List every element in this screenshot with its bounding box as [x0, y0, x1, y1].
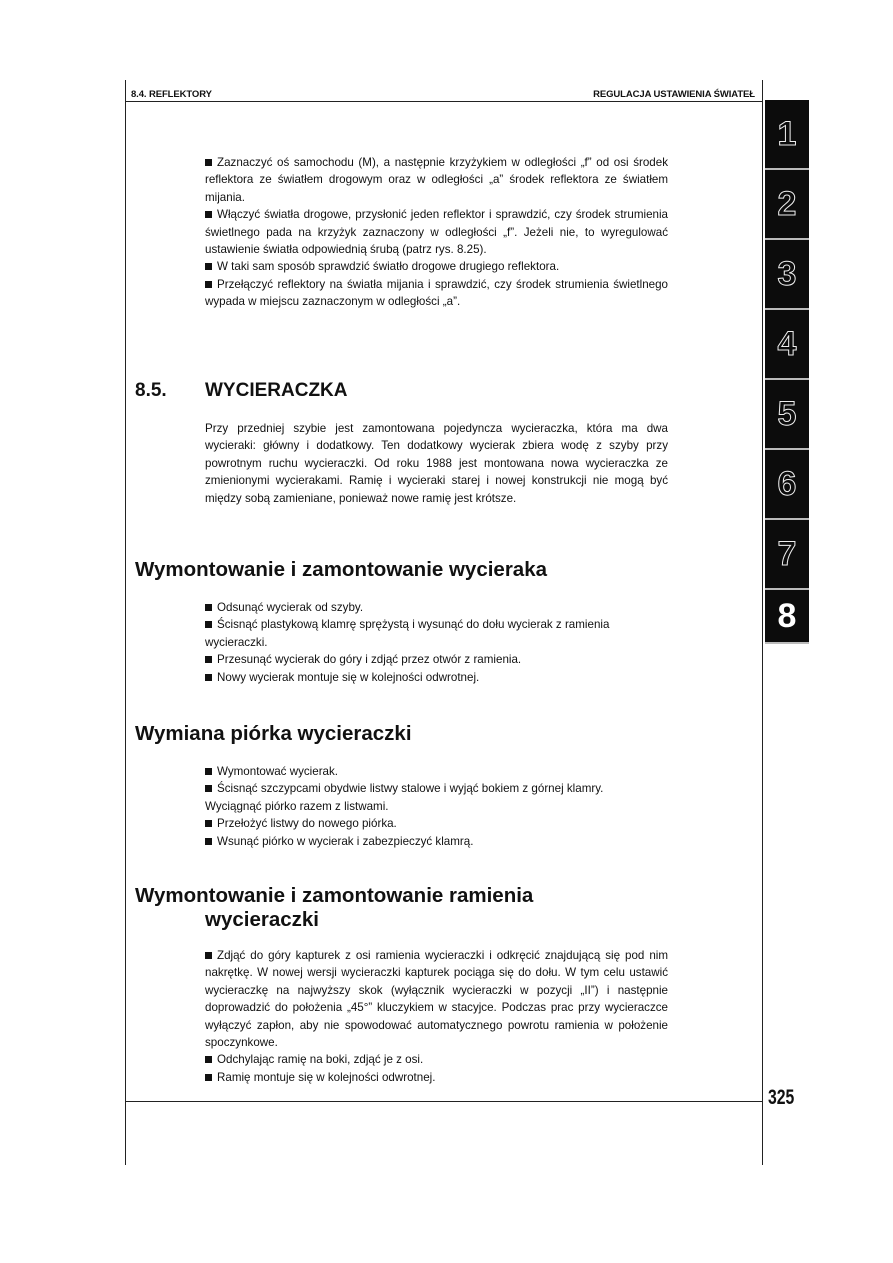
list-item: Ścisnąć szczypcami obydwie listwy stalowe i wyjąć bokiem z górnej klamry. — [205, 780, 668, 797]
left-margin-line — [125, 80, 126, 1165]
list-item: Zdjąć do góry kapturek z osi ramienia wycieraczki i odkręcić znajdującą się pod nim nakrętkę. W nowej wersji wycieraczki kapturek pociąga się do dołu. W tym celu ustawić wycieraczkę na najwyższy skok (wyłącznik wycieraczki w pozycji „II”) i następnie doprowadzić do położenia „45°” kluczykiem w stacyjce. Podczas prac przy wycieraczce wyłączyć zapłon, aby nie spowodować automatycznego powrotu ramienia w położenie spoczynkowe. — [205, 949, 668, 1050]
chapter-tab-8-active[interactable]: 8 — [765, 590, 809, 644]
subsection-heading: Wymiana piórka wycieraczki — [135, 722, 412, 745]
intro-list — [205, 154, 668, 311]
list-item: Wyciągnąć piórko razem z listwami. — [205, 799, 389, 813]
list-item: Nowy wycierak montuje się w kolejności odwrotnej. — [205, 669, 668, 686]
subsection-heading: Wymontowanie i zamontowanie wycieraka — [135, 558, 548, 581]
list-item: W taki sam sposób sprawdzić światło drogowe drugiego reflektora. — [205, 258, 668, 275]
list-item: Odchylając ramię na boki, zdjąć je z osi. — [205, 1051, 668, 1068]
chapter-tab-4[interactable]: 4 — [765, 310, 809, 380]
chapter-tab-7[interactable]: 7 — [765, 520, 809, 590]
bullet-icon — [205, 674, 212, 681]
chapter-tab-2[interactable]: 2 — [765, 170, 809, 240]
bullet-icon — [205, 785, 212, 792]
bullet-icon — [205, 1074, 212, 1081]
list-item: Przesunąć wycierak do góry i zdjąć przez otwór z ramienia. — [205, 651, 668, 668]
subsection-list — [205, 947, 668, 1086]
list-item: Wsunąć piórko w wycierak i zabezpieczyć klamrą. — [205, 833, 668, 850]
bullet-icon — [205, 211, 212, 218]
subsection-list — [205, 763, 668, 850]
chapter-tab-3[interactable]: 3 — [765, 240, 809, 310]
chapter-tab-5[interactable]: 5 — [765, 380, 809, 450]
bullet-icon — [205, 281, 212, 288]
right-margin-line — [762, 80, 763, 1165]
list-item: Wymontować wycierak. — [205, 763, 668, 780]
bullet-icon — [205, 656, 212, 663]
list-item: Ramię montuje się w kolejności odwrotnej. — [205, 1069, 668, 1086]
bullet-icon — [205, 952, 212, 959]
list-item: Zaznaczyć oś samochodu (M), a następnie krzyżykiem w odległości „f” od osi środek reflektora ze światłem drogowym oraz w odległości „a” środek reflektora ze światłem mijania. — [205, 156, 668, 204]
bullet-icon — [205, 263, 212, 270]
bullet-icon — [205, 159, 212, 166]
section-number: 8.5. — [135, 380, 167, 401]
subsection-list — [205, 599, 668, 686]
bullet-icon — [205, 838, 212, 845]
bullet-icon — [205, 621, 212, 628]
list-item: Ścisnąć plastykową klamrę sprężystą i wysunąć do dołu wycierak z ramienia wycieraczki. — [205, 618, 610, 649]
bullet-icon — [205, 1056, 212, 1063]
running-header-right: REGULACJA USTAWIENIA ŚWIATEŁ — [593, 89, 755, 100]
section-intro: Przy przedniej szybie jest zamontowana pojedyncza wycieraczka, która ma dwa wycieraki: główny i dodatkowy. Ten dodatkowy wycierak zbiera wodę z szyby przy powrotnym ruchu wycieraczki. Od roku 1988 jest montowana nowa wycieraczka ze zmienionymi wycierakami. Ramię i wycieraki starej i nowej konstrukcji nie mogą być między sobą zamieniane, ponieważ nowe ramię jest krótsze. — [205, 422, 668, 505]
running-header-left: 8.4. REFLEKTORY — [131, 89, 212, 100]
list-item: Włączyć światła drogowe, przysłonić jeden reflektor i sprawdzić, czy środek strumienia świetlnego pada na krzyżyk zaznaczony w odległości „f”. Jeżeli nie, to wyregulować ustawienie światła odpowiednią śrubą (patrz rys. 8.25). — [205, 208, 668, 257]
list-item: Przełączyć reflektory na światła mijania i sprawdzić, czy środek strumienia świetlnego wypada w miejscu zaznaczonym w odległości „a”. — [205, 277, 668, 309]
bullet-icon — [205, 604, 212, 611]
list-item: Odsunąć wycierak od szyby. — [205, 599, 668, 616]
bullet-icon — [205, 768, 212, 775]
chapter-tab-1[interactable]: 1 — [765, 100, 809, 170]
chapter-tabs — [765, 100, 809, 644]
section-title: WYCIERACZKA — [205, 380, 348, 401]
page-number: 325 — [768, 1086, 795, 1109]
header-rule — [125, 101, 763, 102]
subsection-heading-line1: Wymontowanie i zamontowanie ramienia — [135, 884, 534, 907]
subsection-heading-line2: wycieraczki — [205, 908, 319, 931]
list-item: Przełożyć listwy do nowego piórka. — [205, 815, 668, 832]
bullet-icon — [205, 820, 212, 827]
footer-rule — [125, 1101, 763, 1102]
chapter-tab-6[interactable]: 6 — [765, 450, 809, 520]
